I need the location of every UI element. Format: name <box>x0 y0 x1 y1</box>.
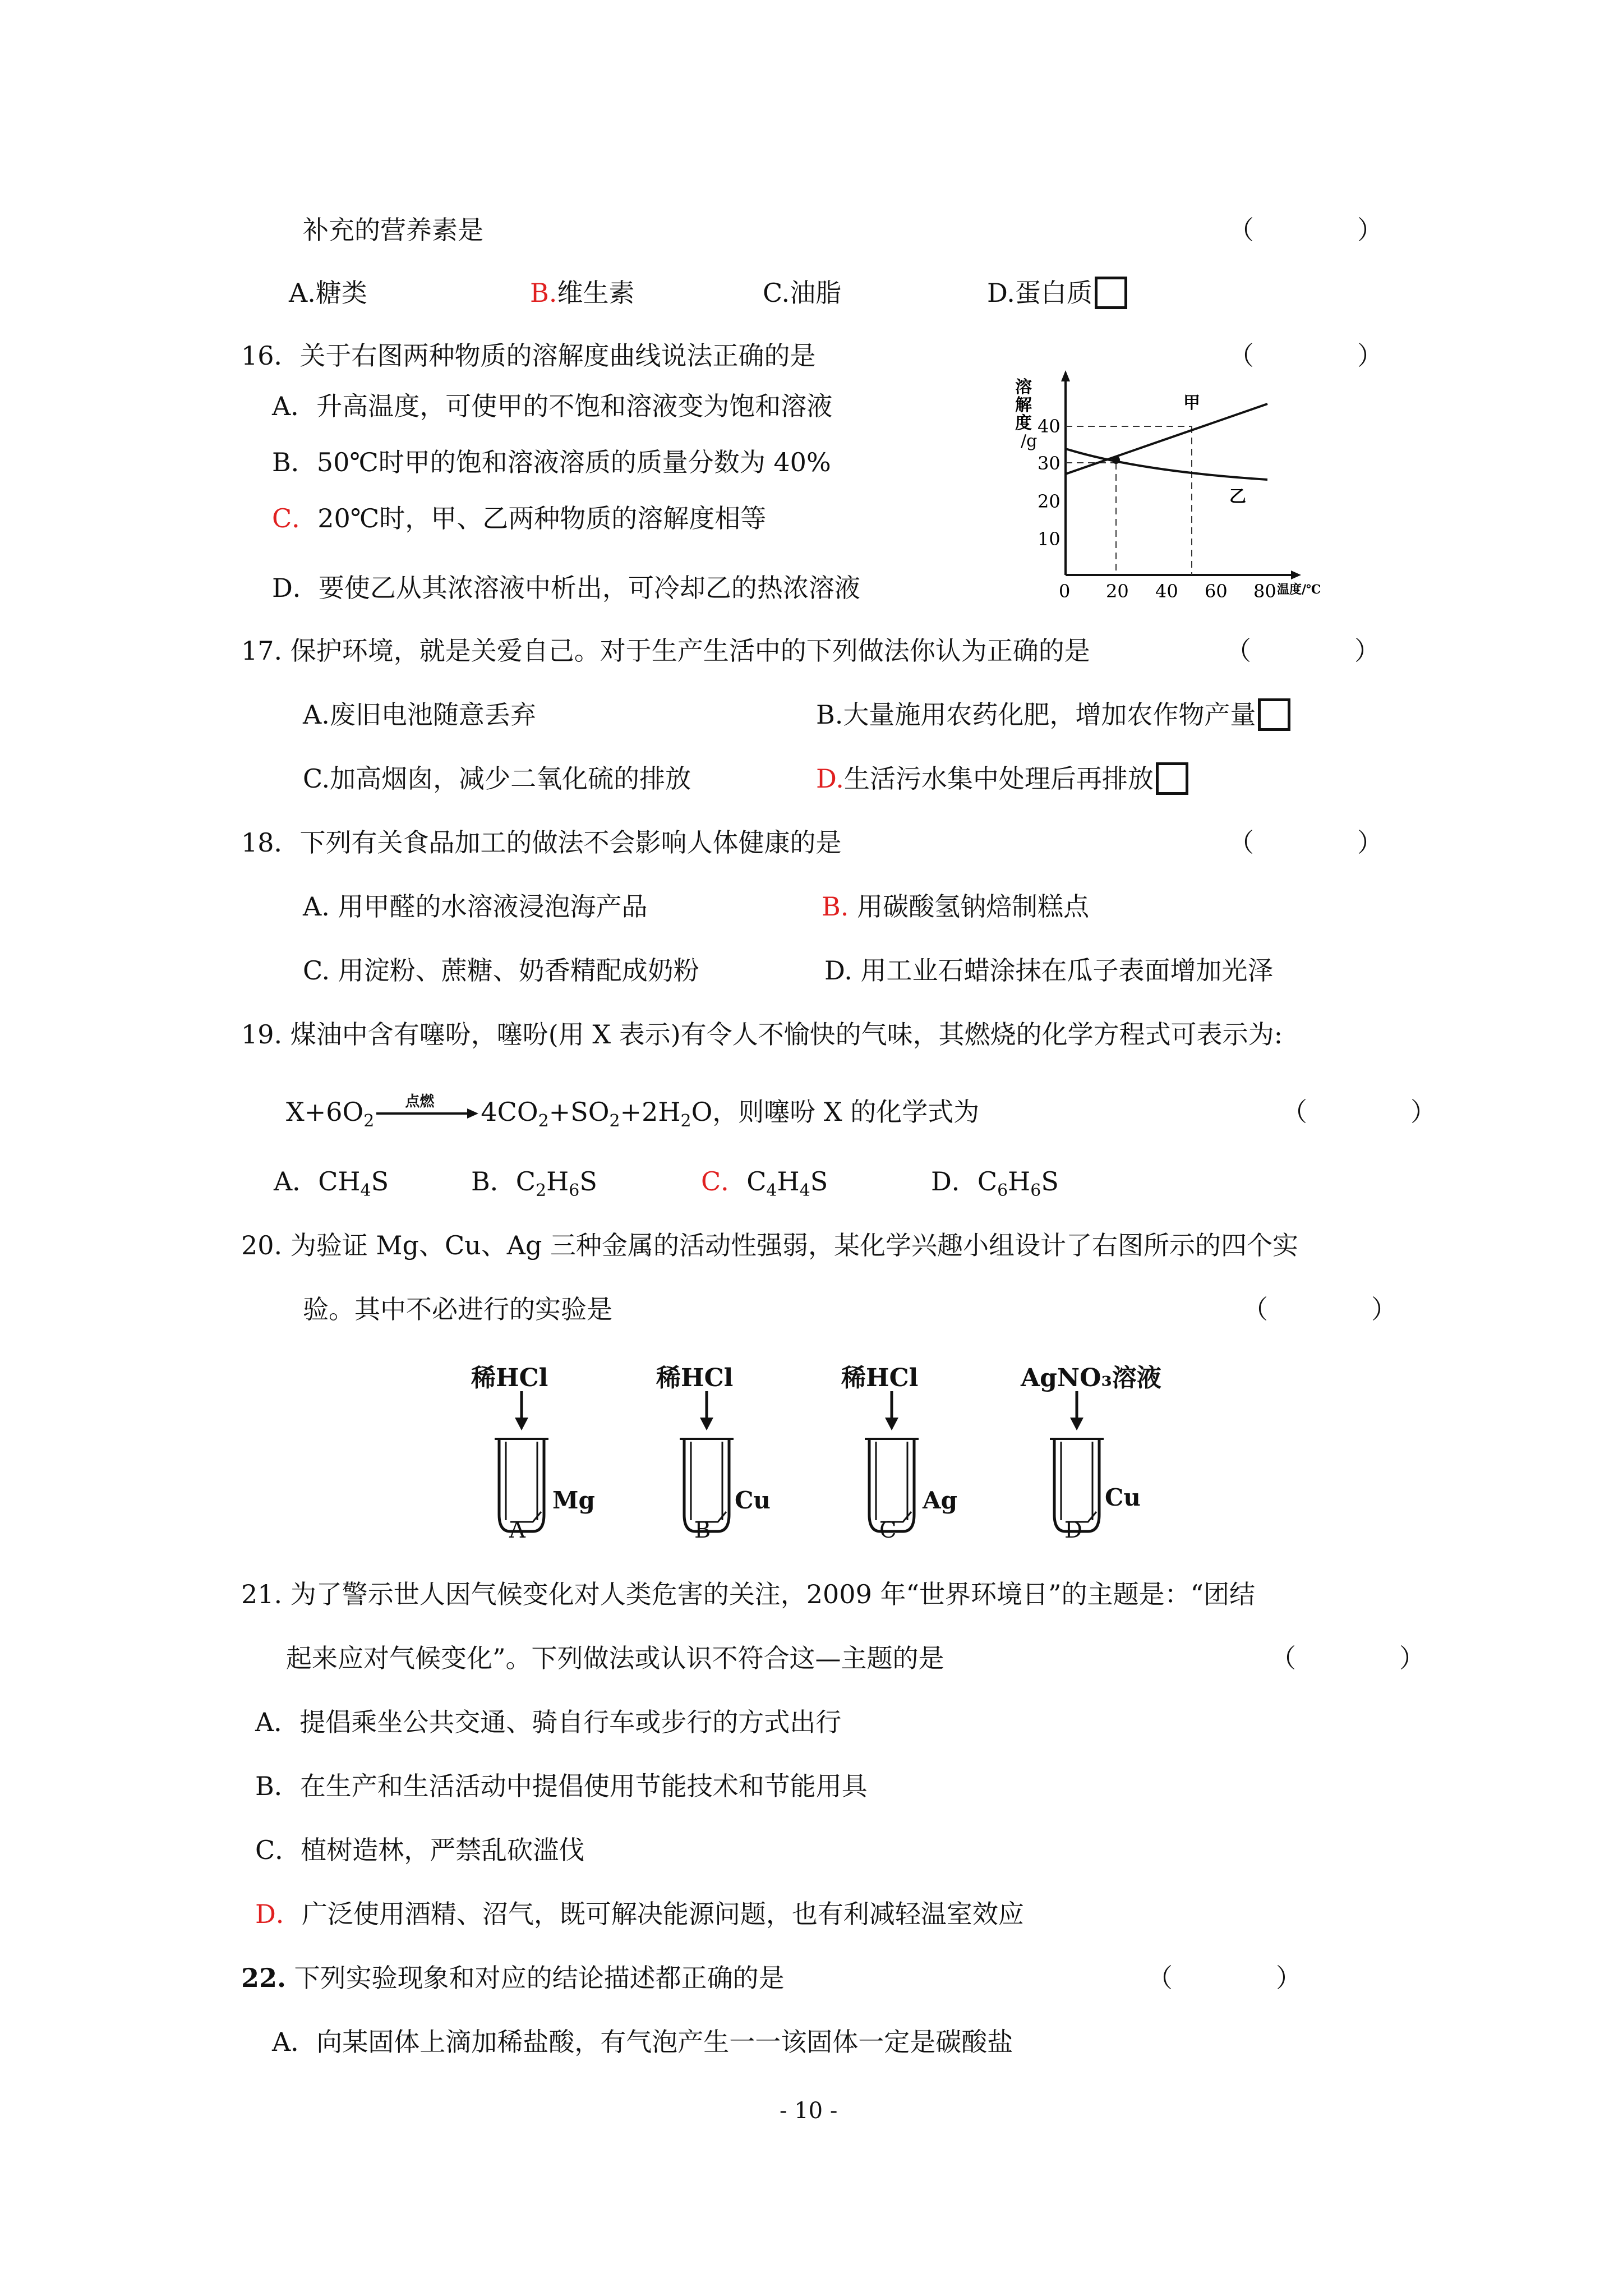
q17-option-c: C.加高烟囱，减少二氧化硫的排放 <box>303 763 691 794</box>
q17-option-b-text: B.大量施用农药化肥，增加农作物产量 <box>816 700 1256 730</box>
q15-option-d <box>987 276 1127 311</box>
q22-number: 22. <box>241 1963 287 1993</box>
q15-option-b <box>530 276 634 310</box>
tube-d <box>1021 1358 1239 1543</box>
y-axis-label-1: 溶 <box>1015 378 1032 397</box>
tube-d-metal: Cu <box>1105 1484 1141 1511</box>
x-tick-0: 0 <box>1059 581 1071 602</box>
q16-stem: 16．关于右图两种物质的溶解度曲线说法正确的是 <box>241 341 816 371</box>
q21-stem-line2: 起来应对气候变化”。下列做法或认识不符合这—主题的是 <box>286 1643 944 1673</box>
q15-option-d-text: D.蛋白质 <box>987 278 1092 308</box>
q19-stem: 19. 煤油中含有噻吩，噻吩(用 X 表示)有令人不愉快的气味，其燃烧的化学方程式可表示为: <box>241 1019 1283 1050</box>
q21-option-a: A．提倡乘坐公共交通、骑自行车或步行的方式出行 <box>255 1707 842 1737</box>
reaction-arrow <box>374 1095 481 1129</box>
q21-option-d-text: 广泛使用酒精、沼气，既可解决能源问题，也有利减轻温室效应 <box>301 1899 1024 1929</box>
q19-eq-tail: ，则噻吩 X 的化学式为 <box>712 1097 980 1127</box>
q22-option-a: A．向某固体上滴加稀盐酸，有气泡产生一一该固体一定是碳酸盐 <box>272 2027 1013 2057</box>
q17-answer-paren: （ ） <box>1225 636 1380 666</box>
curve-yi-label: 乙 <box>1229 487 1246 507</box>
q16-option-a: A．升高温度，可使甲的不饱和溶液变为饱和溶液 <box>272 391 833 421</box>
q17-option-d <box>816 762 1188 797</box>
x-axis-arrow <box>1291 570 1301 579</box>
q19-option-c-letter: C． <box>701 1166 747 1197</box>
x-tick-40: 40 <box>1155 581 1178 602</box>
q15-option-b-text: 维生素 <box>557 278 635 308</box>
q19-option-c: C．$C_4H_4S$ <box>701 1166 828 1200</box>
q19-equation: $X+6O_2$ 点燃 $4CO_2+SO_2+2H_2O$，则噻吩 X 的化学式为 <box>286 1095 979 1129</box>
test-tube-figure <box>465 1358 1239 1543</box>
q17-stem: 17. 保护环境，就是关爱自己。对于生产生活中的下列做法你认为正确的是 <box>241 636 1090 666</box>
intersection-point <box>1112 456 1120 464</box>
q21-option-c: C．植树造林，严禁乱砍滥伐 <box>255 1835 585 1865</box>
q18-option-b-letter: B. <box>822 891 849 922</box>
q17-option-d-text: 生活污水集中处理后再排放 <box>843 763 1154 794</box>
q21-option-b: B．在生产和生活活动中提倡使用节能技术和节能用具 <box>255 1771 868 1801</box>
q18-option-c: C. 用淀粉、蔗糖、奶香精配成奶粉 <box>303 955 699 986</box>
q22-answer-paren: （ ） <box>1147 1963 1302 1993</box>
reaction-condition: 点燃 <box>405 1093 435 1110</box>
y-tick-40: 40 <box>1038 416 1061 437</box>
y-tick-10: 10 <box>1038 528 1061 550</box>
q21-answer-paren: （ ） <box>1270 1643 1425 1673</box>
q19-eq-left: X+6O <box>286 1097 364 1127</box>
tube-b-label: B <box>694 1517 711 1543</box>
solubility-graph <box>998 365 1357 606</box>
tube-c <box>836 1358 1004 1543</box>
x-tick-20: 20 <box>1106 581 1129 602</box>
y-axis-label-2: 解 <box>1015 395 1032 415</box>
answer-checkbox[interactable] <box>1156 762 1188 795</box>
q19-option-d: D．$C_6H_6S$ <box>931 1166 1059 1200</box>
y-axis-label-3: 度 <box>1015 413 1032 433</box>
q21-option-d-letter: D． <box>255 1899 302 1929</box>
y-tick-30: 30 <box>1038 453 1061 474</box>
q19-option-b: B．$C_2H_6S$ <box>471 1166 597 1200</box>
tube-b-reagent: 稀HCl <box>656 1364 734 1392</box>
y-axis-label-unit: /g <box>1021 431 1038 451</box>
q16-answer-paren: （ ） <box>1228 341 1383 371</box>
tube-c-reagent: 稀HCl <box>841 1364 919 1392</box>
tube-a-drawing <box>465 1388 634 1545</box>
tube-c-label: C <box>879 1517 897 1543</box>
q22-stem-text: 下列实验现象和对应的结论描述都正确的是 <box>294 1963 785 1993</box>
answer-checkbox[interactable] <box>1095 277 1127 309</box>
q16-option-c <box>272 501 766 535</box>
q18-option-b <box>822 890 1089 923</box>
tube-d-drawing <box>1021 1388 1189 1545</box>
q20-stem-line2: 验。其中不必进行的实验是 <box>303 1294 612 1324</box>
tube-b-drawing <box>651 1388 819 1545</box>
x-axis-label: 温度/℃ <box>1277 582 1321 597</box>
tube-c-metal: Ag <box>923 1487 957 1514</box>
tube-b-metal: Cu <box>735 1487 771 1514</box>
q18-option-d: D. 用工业石蜡涂抹在瓜子表面增加光泽 <box>824 955 1274 986</box>
answer-checkbox[interactable] <box>1258 698 1290 731</box>
q18-stem: 18．下列有关食品加工的做法不会影响人体健康的是 <box>241 827 842 858</box>
tube-c-drawing <box>836 1388 1004 1545</box>
q16-option-d: D．要使乙从其浓溶液中析出，可冷却乙的热浓溶液 <box>272 573 860 603</box>
curve-jia-label: 甲 <box>1183 393 1200 413</box>
y-tick-20: 20 <box>1038 491 1061 512</box>
x-tick-80: 80 <box>1253 581 1276 602</box>
q16-option-b: B．50℃时甲的饱和溶液溶质的质量分数为 40% <box>272 447 831 477</box>
tube-a-metal: Mg <box>552 1487 595 1514</box>
tube-a <box>465 1358 634 1543</box>
q18-answer-paren: （ ） <box>1228 827 1383 858</box>
curve-jia <box>1066 404 1267 474</box>
page-number: - 10 - <box>780 2098 838 2124</box>
q17-option-b <box>816 698 1290 733</box>
q19-option-b-text: B．C <box>471 1166 536 1197</box>
q19-option-d-text: D．C <box>931 1166 998 1197</box>
q20-answer-paren: （ ） <box>1242 1294 1397 1324</box>
x-tick-60: 60 <box>1205 581 1228 602</box>
tube-b <box>651 1358 819 1543</box>
q19-option-a-text: A．CH <box>274 1166 361 1197</box>
q15-option-c: C.油脂 <box>763 278 842 308</box>
q15-stem: 补充的营养素是 <box>303 215 483 245</box>
q22-stem <box>241 1961 785 1995</box>
q18-option-b-text: 用碳酸氢钠焙制糕点 <box>857 891 1090 922</box>
q20-stem-line1: 20. 为验证 Mg、Cu、Ag 三种金属的活动性强弱，某化学兴趣小组设计了右图所示的四个实 <box>241 1230 1299 1260</box>
q19-answer-paren: （ ） <box>1281 1097 1436 1127</box>
q21-option-d <box>255 1897 1024 1931</box>
q15-option-b-letter: B. <box>530 278 557 308</box>
tube-d-reagent: AgNO₃溶液 <box>1021 1364 1161 1392</box>
tube-a-label: A <box>509 1517 525 1543</box>
y-axis-arrow <box>1061 370 1070 381</box>
q21-stem-line1: 21. 为了警示世人因气候变化对人类危害的关注，2009 年“世界环境日”的主题是：“团结 <box>241 1579 1256 1609</box>
tube-a-reagent: 稀HCl <box>471 1364 548 1392</box>
q19-option-a: A．$CH_4S$ <box>274 1166 389 1200</box>
q17-option-a: A.废旧电池随意丢弃 <box>303 700 536 730</box>
q15-option-a: A.糖类 <box>289 278 367 308</box>
q16-option-c-letter: C． <box>272 503 318 533</box>
q15-answer-paren: （ ） <box>1228 215 1383 245</box>
tube-d-label: D <box>1064 1517 1083 1543</box>
q18-option-a: A. 用甲醛的水溶液浸泡海产品 <box>303 891 648 922</box>
q17-option-d-letter: D. <box>816 763 844 794</box>
q16-option-c-text: 20℃时，甲、乙两种物质的溶解度相等 <box>317 503 767 533</box>
